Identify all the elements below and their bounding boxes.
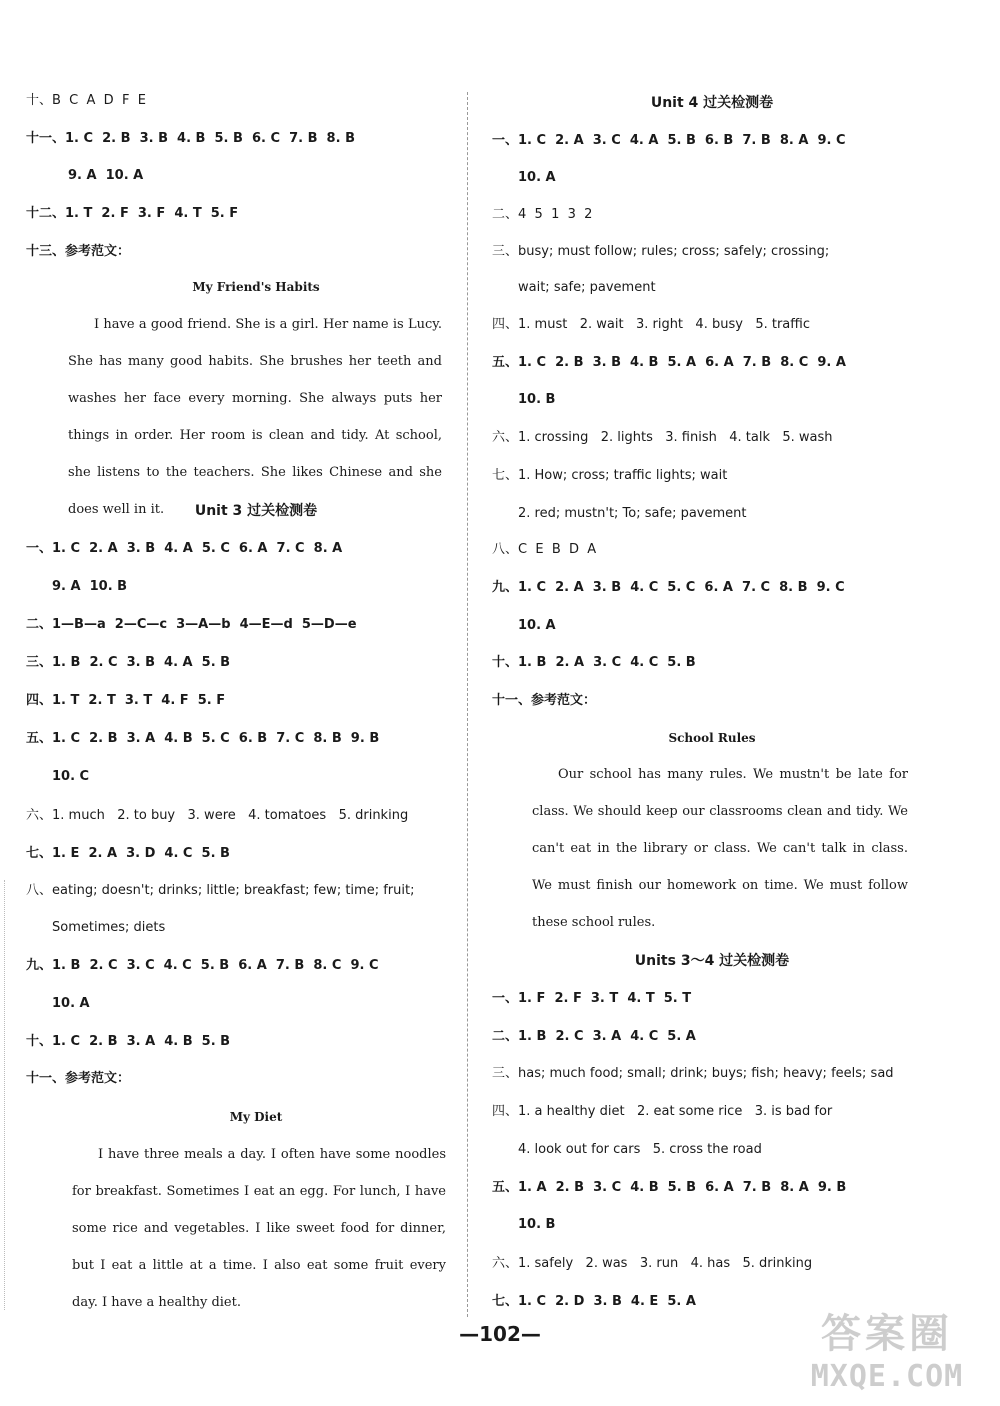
answer-line: 十一、1. C 2. B 3. B 4. B 5. B 6. C 7. B 8. B <box>26 131 355 146</box>
section-title: Unit 4 过关检测卷 <box>650 95 774 111</box>
answer-line: 二、1. B 2. C 3. A 4. C 5. A <box>492 1029 696 1044</box>
essay-title: School Rules <box>668 731 756 745</box>
essay-body <box>68 306 442 528</box>
binding-edge <box>4 880 5 1310</box>
answer-line: 九、1. C 2. A 3. B 4. C 5. C 6. A 7. C 8. B 9. C <box>492 580 845 595</box>
answer-line: Sometimes; diets <box>52 920 166 935</box>
answer-line: 四、1. a healthy diet 2. eat some rice 3. is bad for <box>492 1104 833 1119</box>
answer-line: 10. A <box>518 170 556 185</box>
essay-title: My Friend's Habits <box>192 280 320 294</box>
answer-line: 9. A 10. B <box>52 579 128 594</box>
answer-line: 2. red; mustn't; To; safe; pavement <box>518 506 747 521</box>
answer-line: 二、1—B—a 2—C—c 3—A—b 4—E—d 5—D—e <box>26 617 357 632</box>
answer-line: 八、C E B D A <box>492 542 597 557</box>
answer-line: 十二、1. T 2. F 3. F 4. T 5. F <box>26 206 239 221</box>
answer-line: 三、busy; must follow; rules; cross; safely; crossing; <box>492 244 830 259</box>
answer-line: 一、1. C 2. A 3. B 4. A 5. C 6. A 7. C 8. A <box>26 541 343 556</box>
answer-line: 十、B C A D F E <box>26 93 146 108</box>
answer-line: 五、1. C 2. B 3. B 4. B 5. A 6. A 7. B 8. C 9. A <box>492 355 846 370</box>
answer-line: 二、4 5 1 3 2 <box>492 207 593 222</box>
answer-line: 七、1. E 2. A 3. D 4. C 5. B <box>26 846 230 861</box>
essay-body <box>72 1136 446 1321</box>
answer-line: 一、1. C 2. A 3. C 4. A 5. B 6. B 7. B 8. A 9. C <box>492 133 846 148</box>
answer-line: 八、eating; doesn't; drinks; little; breakfast; few; time; fruit; <box>26 883 415 898</box>
watermark-title: 答案圈 <box>821 1311 953 1357</box>
watermark-logo <box>792 1302 982 1398</box>
answer-line: 一、1. F 2. F 3. T 4. T 5. T <box>492 991 692 1006</box>
answer-line: 五、1. A 2. B 3. C 4. B 5. B 6. A 7. B 8. A 9. B <box>492 1180 847 1195</box>
answer-line: 九、1. B 2. C 3. C 4. C 5. B 6. A 7. B 8. C 9. C <box>26 958 379 973</box>
answer-line: 七、1. C 2. D 3. B 4. E 5. A <box>492 1294 696 1309</box>
answer-line: 十三、参考范文： <box>26 244 131 259</box>
answer-line: 六、1. much 2. to buy 3. were 4. tomatoes 5. drinking <box>26 808 409 823</box>
answer-line: 10. A <box>52 996 90 1011</box>
essay-body <box>532 756 908 941</box>
answer-line: 10. A <box>518 618 556 633</box>
answer-line: 七、1. How; cross; traffic lights; wait <box>492 468 728 483</box>
section-title: Unit 3 过关检测卷 <box>194 503 318 519</box>
watermark-url: MXQE.COM <box>810 1359 964 1394</box>
answer-line: 四、1. must 2. wait 3. right 4. busy 5. traffic <box>492 317 810 332</box>
essay-paragraph: I have a good friend. She is a girl. Her name is Lucy. She has many good habits. She brushes her teeth and washes her face every morning. She always puts her things in order. Her room is clean and tidy. At school, she listens to the teachers. She likes Chinese and she does well in it. <box>68 317 442 517</box>
answer-line: 六、1. crossing 2. lights 3. finish 4. talk 5. wash <box>492 430 833 445</box>
essay-paragraph: Our school has many rules. We mustn't be late for class. We should keep our classrooms clean and tidy. We can't eat in the library or class. We can't talk in class. We must finish our homework on time. We must follow these school rules. <box>532 767 908 930</box>
answer-line: 三、1. B 2. C 3. B 4. A 5. B <box>26 655 231 670</box>
answer-line: 9. A 10. A <box>68 168 144 183</box>
answer-line: 10. C <box>52 769 90 784</box>
answer-line: wait; safe; pavement <box>518 280 656 295</box>
answer-line: 10. B <box>518 1217 556 1232</box>
answer-line: 四、1. T 2. T 3. T 4. F 5. F <box>26 693 226 708</box>
section-title: Units 3～4 过关检测卷 <box>634 953 790 969</box>
column-divider <box>467 92 468 1317</box>
answer-line: 10. B <box>518 392 556 407</box>
answer-line: 十、1. B 2. A 3. C 4. C 5. B <box>492 655 696 670</box>
essay-title: My Diet <box>229 1110 283 1124</box>
answer-line: 十一、参考范文： <box>26 1071 131 1086</box>
answer-line: 六、1. safely 2. was 3. run 4. has 5. drinking <box>492 1256 813 1271</box>
answer-line: 十一、参考范文： <box>492 693 597 708</box>
answer-line: 十、1. C 2. B 3. A 4. B 5. B <box>26 1034 231 1049</box>
answer-line: 4. look out for cars 5. cross the road <box>518 1142 762 1157</box>
essay-paragraph: I have three meals a day. I often have some noodles for breakfast. Sometimes I eat an egg. For lunch, I have some rice and vegetables. I like sweet food for dinner, but I eat a little at a time. I also eat some fruit every day. I have a healthy diet. <box>72 1147 446 1310</box>
answer-line: 三、has; much food; small; drink; buys; fish; heavy; feels; sad <box>492 1066 894 1081</box>
page-number: —102— <box>459 1322 541 1346</box>
answer-line: 五、1. C 2. B 3. A 4. B 5. C 6. B 7. C 8. B 9. B <box>26 731 380 746</box>
